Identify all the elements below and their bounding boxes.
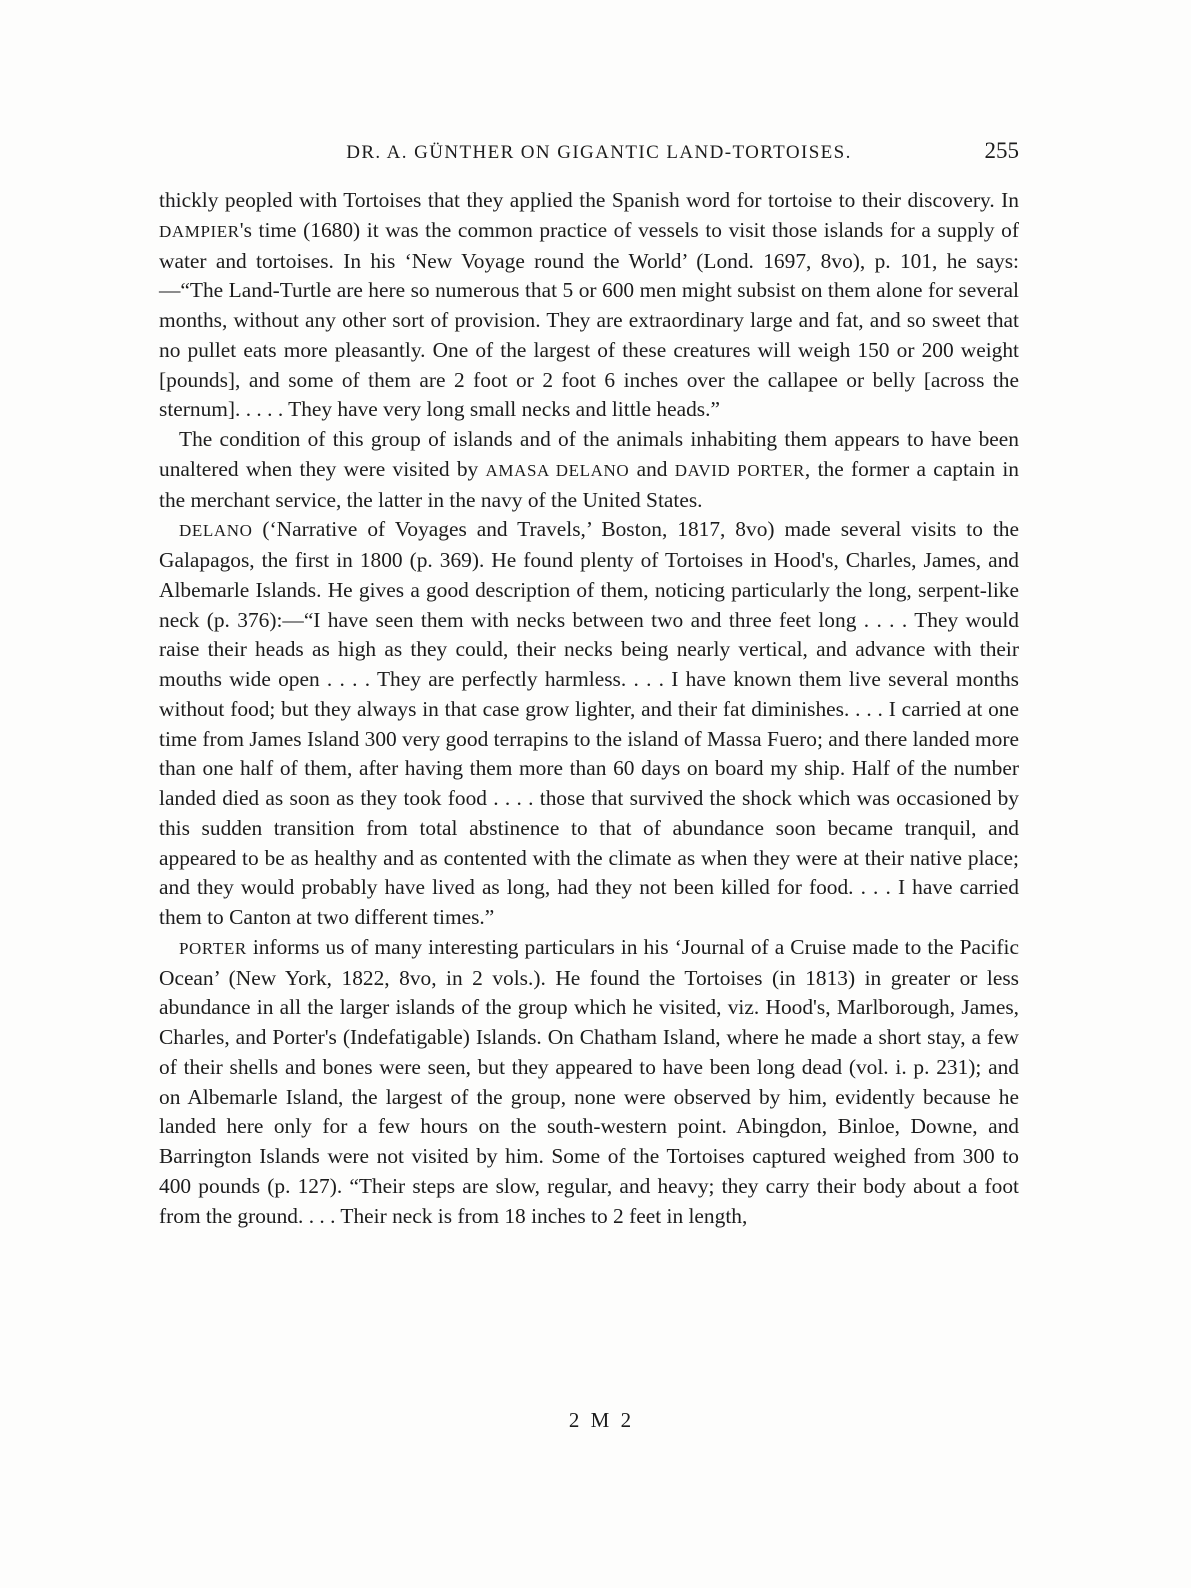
text-run: informs us of many interesting particulars in his ‘Journal of a Cruise made to the Pacific Ocean’ (New York, 1822, 8vo, in 2 vols.). He found the Tortoises (in 1813) in greater or less abundance in all the larger islands of the group which he visited, viz. Hood's, Marlborough, James, Charles, and Porter's (Indefatigable) Islands. On Chatham Island, where he made a short stay, a few of their shells and bones were seen, but they appeared to have been long dead (vol. i. p. 231); and on Albemarle Island, the largest of the group, none were observed by him, evidently because he landed here only for a few hours on the south-western point. Abingdon, Binloe, Downe, and Barrington Islands were not visited by him. Some of the Tortoises captured weighed from 300 to 400 pounds (p. 127). “Their steps are slow, regular, and heavy; they carry their body about a foot from the ground. . . . Their neck is from 18 inches to 2 feet in length, (159, 934, 1019, 1228)
paragraph (159, 515, 1019, 933)
text-run: , the former a captain in the merchant service, the latter in the navy of the United States. (159, 456, 1019, 512)
text-run: and (629, 456, 675, 481)
running-head (159, 138, 1019, 172)
body-text (159, 186, 1019, 1231)
signature-mark: 2 M 2 (568, 1408, 635, 1432)
proper-name: DELANO (179, 521, 253, 541)
proper-name: AMASA DELANO (485, 460, 630, 480)
text-run: 's time (1680) it was the common practice of vessels to visit those islands for a supply of water and tortoises. In his ‘New Voyage round the World’ (Lond. 1697, 8vo), p. 101, he says:—“The Land-Turtle are here so numerous that 5 or 600 men might subsist on them alone for several months, without any other sort of provision. They are extraordinary large and fat, and so sweet that no pullet eats more pleasantly. One of the largest of these creatures will weigh 150 or 200 weight [pounds], and some of them are 2 foot or 2 foot 6 inches over the callapee or belly [across the sternum]. . . . . They have very long small necks and little heads.” (159, 217, 1019, 422)
page-number: 255 (984, 138, 1019, 163)
proper-name: DAVID PORTER (674, 460, 805, 480)
paragraph (159, 933, 1019, 1232)
text-run: The condition of this group of islands and of the animals inhabiting them appears to have been unaltered when they were visited by (159, 427, 1019, 481)
paragraph (159, 425, 1019, 515)
paragraph (159, 186, 1019, 425)
text-run: thickly peopled with Tortoises that they applied the Spanish word for tortoise to their discovery. In (159, 188, 1019, 212)
proper-name: DAMPIER (159, 221, 240, 241)
proper-name: PORTER (179, 938, 247, 958)
running-title: DR. A. GÜNTHER ON GIGANTIC LAND-TORTOISES. (346, 142, 852, 163)
text-run: (‘Narrative of Voyages and Travels,’ Boston, 1817, 8vo) made several visits to the Galapagos, the first in 1800 (p. 369). He found plenty of Tortoises in Hood's, Charles, James, and Albemarle Islands. He gives a good description of them, noticing particularly the long, serpent-like neck (p. 376):—“I have seen them with necks between two and three feet long . . . . They would raise their heads as high as they could, their necks being nearly vertical, and advance with their mouths wide open . . . . They are perfectly harmless. . . . I have known them live several months without food; but they always in that case grow lighter, and their fat diminishes. . . . I carried at one time from James Island 300 very good terrapins to the island of Massa Fuero; and there landed more than one half of them, after having them more than 60 days on board my ship. Half of the number landed died as soon as they took food . . . . those that survived the shock which was occasioned by this sudden transition from total abstinence to that of abundance soon became tranquil, and appeared to be as healthy and as contented with the climate as when they were at their native place; and they would probably have lived as long, had they not been killed for food. . . . I have carried them to Canton at two different times.” (159, 517, 1019, 929)
